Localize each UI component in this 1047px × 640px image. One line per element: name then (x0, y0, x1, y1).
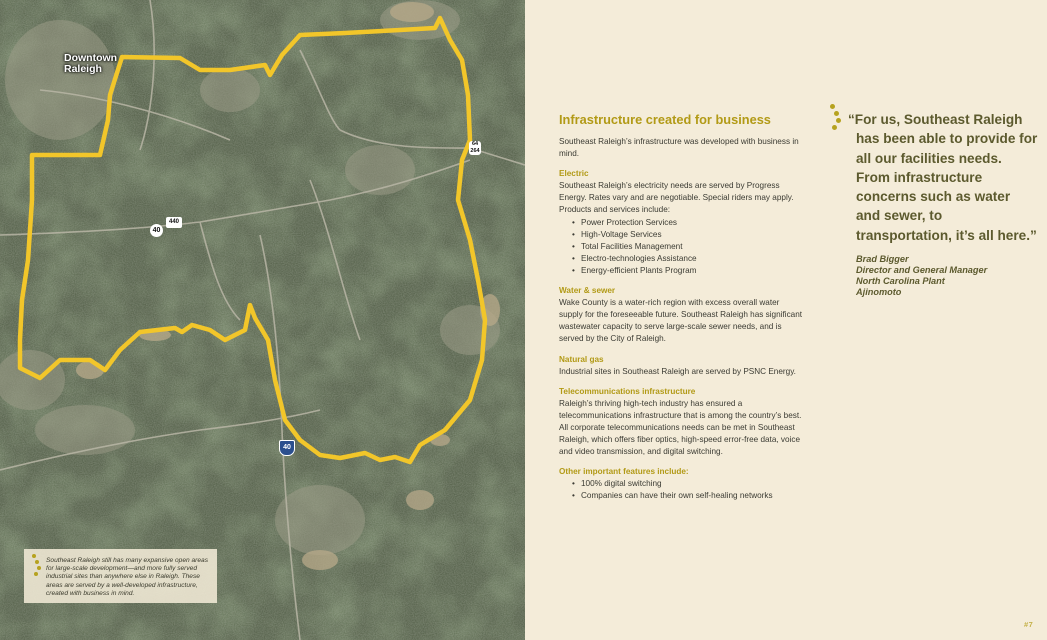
map-label-line2: Raleigh (64, 63, 102, 75)
map-caption (24, 549, 217, 603)
list-item: • High-Voltage Services (581, 229, 805, 241)
electric-services-list (559, 217, 805, 277)
section-heading-telecom: Telecommunications infrastructure (559, 386, 696, 396)
attribution-title: Director and General Manager (856, 265, 988, 276)
list-item: • Electro-technologies Assistance (581, 253, 805, 265)
dot-ornament-icon (32, 554, 42, 580)
section-heading-water: Water & sewer (559, 286, 616, 296)
map-caption-text: Southeast Raleigh still has many expansive open areas for large-scale development—and more fully served industrial sites than anywhere else in Raleigh. These areas are served by a well-developed infrastructure, created with business in mind. (46, 557, 209, 597)
other-features-list (559, 478, 805, 502)
infrastructure-article (559, 112, 805, 511)
list-item: • Power Protection Services (581, 217, 805, 229)
section-heading-electric: Electric (559, 169, 589, 179)
quote-attribution (848, 254, 1038, 298)
route-40-shield: 40 (150, 224, 163, 237)
section-body-telecom: Raleigh’s thriving high-tech industry has ensured a telecommunications infrastructure that is among the country’s best. All corporate telecommunications needs can be met in Southeast Raleigh, which offers fiber optics, high-speed error-free data, voice and video transmission, and digital switching. (559, 398, 802, 457)
route-64-bottom: 264 (470, 148, 480, 154)
interstate-40-shield: 40 (279, 440, 295, 456)
map-label-line1: Downtown (64, 52, 118, 64)
article-title: Infrastructure created for business (559, 112, 771, 127)
attribution-name: Brad Bigger (856, 254, 909, 265)
testimonial-quote (848, 110, 1038, 298)
attribution-location: North Carolina Plant (856, 276, 945, 287)
section-heading-other: Other important features include: (559, 467, 689, 477)
page-number: #7 (1024, 620, 1034, 629)
section-body-gas: Industrial sites in Southeast Raleigh are served by PSNC Energy. (559, 366, 796, 376)
downtown-raleigh-label (64, 53, 117, 75)
list-item: • Companies can have their own self-healing networks (581, 490, 805, 502)
text-page (525, 0, 1047, 640)
route-64-shield (469, 141, 481, 155)
article-intro: Southeast Raleigh’s infrastructure was developed with business in mind. (559, 137, 799, 159)
list-item: • Energy-efficient Plants Program (581, 265, 805, 277)
route-64-top: 64 (471, 141, 479, 147)
section-heading-gas: Natural gas (559, 354, 604, 364)
section-body-water: Wake County is a water-rich region with excess overall water supply for the foreseeable future. Southeast Raleigh has significant wastewater capacity to serve large-scale sewer needs, and is served by the City of Raleigh. (559, 298, 803, 344)
quote-text: “For us, Southeast Raleigh has been able to provide for all our facilities needs. From infrastructure concerns such as water and sewer, to transportation, it’s all here.” (848, 112, 1038, 243)
section-body-electric: Southeast Raleigh’s electricity needs are served by Progress Energy. Rates vary and are negotiable. Special riders may apply. Products and services include: (559, 181, 794, 215)
list-item: • 100% digital switching (581, 478, 805, 490)
route-440-shield: 440 (166, 217, 182, 228)
quote-dot-ornament-icon (830, 104, 844, 132)
attribution-company: Ajinomoto (856, 287, 902, 298)
list-item: • Total Facilities Management (581, 241, 805, 253)
